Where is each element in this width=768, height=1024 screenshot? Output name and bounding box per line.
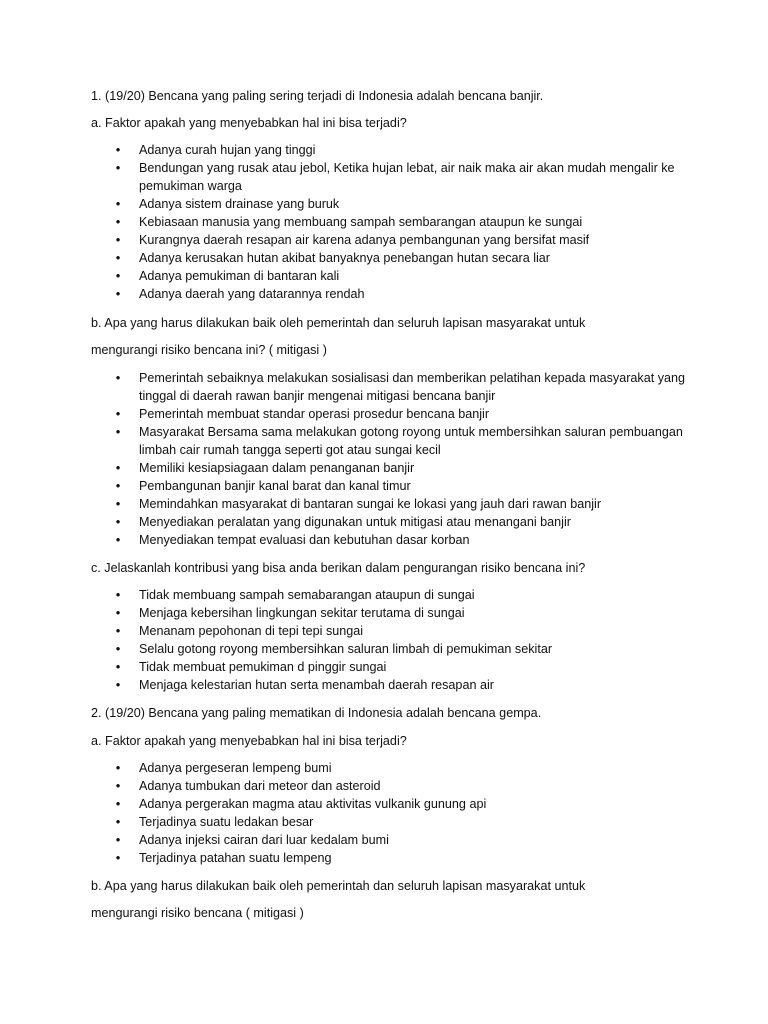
bullet-icon: • xyxy=(115,406,121,421)
q1-c-list xyxy=(113,586,688,694)
q1-b-question-line2: mengurangi risiko bencana ini? ( mitigasi ) xyxy=(91,343,327,357)
list-item: • Adanya daerah yang datarannya rendah xyxy=(113,285,688,303)
q1-c-question: c. Jelaskanlah kontribusi yang bisa anda berikan dalam pengurangan risiko bencana ini? xyxy=(91,561,586,575)
bullet-icon: • xyxy=(115,142,121,157)
list-item: • Kebiasaan manusia yang membuang sampah sembarangan ataupun ke sungai xyxy=(113,213,688,231)
q2-heading: 2. (19/20) Bencana yang paling mematikan di Indonesia adalah bencana gempa. xyxy=(91,706,542,720)
list-item: • Adanya tumbukan dari meteor dan asteroid xyxy=(113,777,688,795)
bullet-icon: • xyxy=(115,160,121,175)
list-item: • Adanya sistem drainase yang buruk xyxy=(113,195,688,213)
q2-a-question: a. Faktor apakah yang menyebabkan hal ini bisa terjadi? xyxy=(91,734,407,748)
list-item: • Bendungan yang rusak atau jebol, Ketika hujan lebat, air naik maka air akan mudah mengalir ke pemukiman warga xyxy=(113,159,688,195)
bullet-icon: • xyxy=(115,496,121,511)
list-item: • Pemerintah membuat standar operasi prosedur bencana banjir xyxy=(113,405,688,423)
bullet-icon: • xyxy=(115,532,121,547)
list-item: • Adanya pergeseran lempeng bumi xyxy=(113,759,688,777)
bullet-icon: • xyxy=(115,832,121,847)
bullet-icon: • xyxy=(115,478,121,493)
list-item: • Adanya pergerakan magma atau aktivitas vulkanik gunung api xyxy=(113,795,688,813)
bullet-icon: • xyxy=(115,196,121,211)
bullet-icon: • xyxy=(115,424,121,439)
bullet-icon: • xyxy=(115,796,121,811)
list-item: • Adanya pemukiman di bantaran kali xyxy=(113,267,688,285)
q1-heading: 1. (19/20) Bencana yang paling sering terjadi di Indonesia adalah bencana banjir. xyxy=(91,89,544,103)
list-item: • Menanam pepohonan di tepi tepi sungai xyxy=(113,622,688,640)
bullet-icon: • xyxy=(115,605,121,620)
list-item: • Pembangunan banjir kanal barat dan kanal timur xyxy=(113,477,688,495)
list-item: • Menjaga kebersihan lingkungan sekitar terutama di sungai xyxy=(113,604,688,622)
q2-a-list xyxy=(113,759,688,867)
bullet-icon: • xyxy=(115,814,121,829)
bullet-icon: • xyxy=(115,268,121,283)
list-item: • Kurangnya daerah resapan air karena adanya pembangunan yang bersifat masif xyxy=(113,231,688,249)
bullet-icon: • xyxy=(115,659,121,674)
bullet-icon: • xyxy=(115,214,121,229)
bullet-icon: • xyxy=(115,587,121,602)
list-item: • Menyediakan peralatan yang digunakan untuk mitigasi atau menangani banjir xyxy=(113,513,688,531)
bullet-icon: • xyxy=(115,677,121,692)
bullet-icon: • xyxy=(115,286,121,301)
list-item: • Adanya injeksi cairan dari luar kedalam bumi xyxy=(113,831,688,849)
bullet-icon: • xyxy=(115,370,121,385)
list-item: • Menjaga kelestarian hutan serta menambah daerah resapan air xyxy=(113,676,688,694)
list-item: • Memindahkan masyarakat di bantaran sungai ke lokasi yang jauh dari rawan banjir xyxy=(113,495,688,513)
list-item: • Adanya curah hujan yang tinggi xyxy=(113,141,688,159)
list-item: • Pemerintah sebaiknya melakukan sosialisasi dan memberikan pelatihan kepada masyarakat yang tinggal di daerah rawan banjir mengenai mitigasi bencana banjir xyxy=(113,369,688,405)
bullet-icon: • xyxy=(115,850,121,865)
list-item: • Terjadinya patahan suatu lempeng xyxy=(113,849,688,867)
list-item: • Adanya kerusakan hutan akibat banyaknya penebangan hutan secara liar xyxy=(113,249,688,267)
list-item: • Tidak membuat pemukiman d pinggir sungai xyxy=(113,658,688,676)
list-item: • Selalu gotong royong membersihkan saluran limbah di pemukiman sekitar xyxy=(113,640,688,658)
bullet-icon: • xyxy=(115,623,121,638)
bullet-icon: • xyxy=(115,778,121,793)
q1-a-list xyxy=(113,141,688,303)
q2-b-question-line2: mengurangi risiko bencana ( mitigasi ) xyxy=(91,906,304,920)
bullet-icon: • xyxy=(115,760,121,775)
list-item: • Terjadinya suatu ledakan besar xyxy=(113,813,688,831)
q1-a-question: a. Faktor apakah yang menyebabkan hal ini bisa terjadi? xyxy=(91,116,407,130)
q1-b-question-line1: b. Apa yang harus dilakukan baik oleh pemerintah dan seluruh lapisan masyarakat untuk xyxy=(91,316,586,330)
list-item: • Masyarakat Bersama sama melakukan gotong royong untuk membersihkan saluran pembuangan limbah cair rumah tangga seperti got atau sungai kecil xyxy=(113,423,688,459)
list-item: • Menyediakan tempat evaluasi dan kebutuhan dasar korban xyxy=(113,531,688,549)
list-item: • Memiliki kesiapsiagaan dalam penanganan banjir xyxy=(113,459,688,477)
bullet-icon: • xyxy=(115,250,121,265)
q2-b-question-line1: b. Apa yang harus dilakukan baik oleh pemerintah dan seluruh lapisan masyarakat untuk xyxy=(91,879,586,893)
bullet-icon: • xyxy=(115,514,121,529)
q1-b-list xyxy=(113,369,688,549)
list-item: • Tidak membuang sampah semabarangan ataupun di sungai xyxy=(113,586,688,604)
bullet-icon: • xyxy=(115,232,121,247)
bullet-icon: • xyxy=(115,460,121,475)
bullet-icon: • xyxy=(115,641,121,656)
